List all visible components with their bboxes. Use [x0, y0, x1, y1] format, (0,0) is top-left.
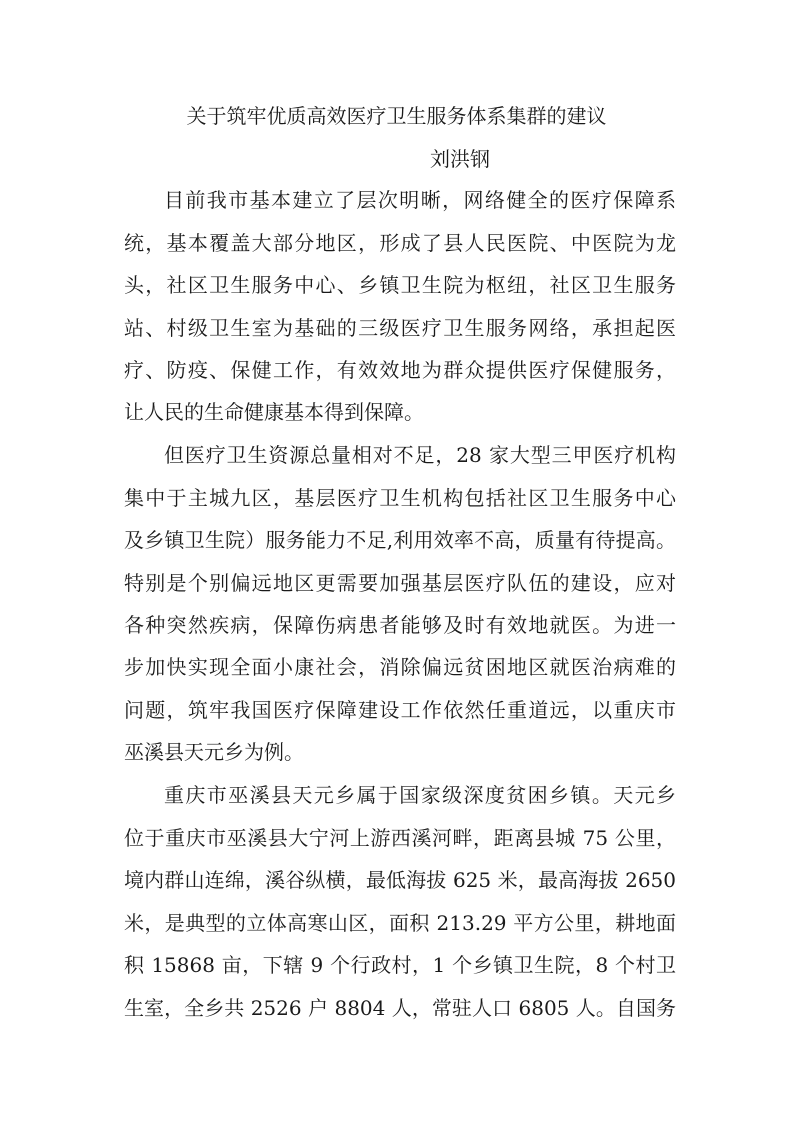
paragraph-line: 特别是个别偏远地区更需要加强基层医疗队伍的建设，应对	[124, 571, 676, 595]
paragraph-line: 巫溪县天元乡为例。	[124, 740, 304, 764]
paragraph-line: 各种突然疾病，保障伤病患者能够及时有效地就医。为进一	[124, 613, 676, 637]
paragraph-line: 重庆市巫溪县天元乡属于国家级深度贫困乡镇。天元乡	[164, 783, 676, 807]
paragraph-line: 步加快实现全面小康社会，消除偏远贫困地区就医治病难的	[124, 655, 676, 679]
paragraph-line: 统，基本覆盖大部分地区，形成了县人民医院、中医院为龙	[124, 231, 676, 255]
paragraph-line: 目前我市基本建立了层次明晰，网络健全的医疗保障系	[164, 188, 676, 212]
paragraph-line: 让人民的生命健康基本得到保障。	[124, 400, 424, 424]
document-title: 关于筑牢优质高效医疗卫生服务体系集群的建议	[186, 104, 607, 128]
paragraph-line: 生室，全乡共 2526 户 8804 人，常驻人口 6805 人。自国务	[124, 996, 676, 1020]
paragraph-line: 站、村级卫生室为基础的三级医疗卫生服务网络，承担起医	[124, 316, 676, 340]
paragraph-line: 问题，筑牢我国医疗保障建设工作依然任重道远，以重庆市	[124, 698, 676, 722]
document-author: 刘洪钢	[430, 147, 490, 171]
paragraph-line: 及乡镇卫生院）服务能力不足,利用效率不高，质量有待提高。	[124, 528, 676, 552]
paragraph-line: 米，是典型的立体高寒山区，面积 213.29 平方公里，耕地面	[124, 911, 676, 935]
paragraph-line: 位于重庆市巫溪县大宁河上游西溪河畔，距离县城 75 公里，	[124, 826, 676, 850]
paragraph-line: 集中于主城九区，基层医疗卫生机构包括社区卫生服务中心	[124, 486, 676, 510]
paragraph-line: 境内群山连绵，溪谷纵横，最低海拔 625 米，最高海拔 2650	[124, 868, 676, 892]
paragraph-line: 疗、防疫、保健工作，有效效地为群众提供医疗保健服务，	[124, 358, 676, 382]
paragraph-line: 但医疗卫生资源总量相对不足，28 家大型三甲医疗机构	[164, 443, 676, 467]
paragraph-line: 头，社区卫生服务中心、乡镇卫生院为枢纽，社区卫生服务	[124, 273, 676, 297]
paragraph-line: 积 15868 亩，下辖 9 个行政村，1 个乡镇卫生院，8 个村卫	[124, 953, 676, 977]
